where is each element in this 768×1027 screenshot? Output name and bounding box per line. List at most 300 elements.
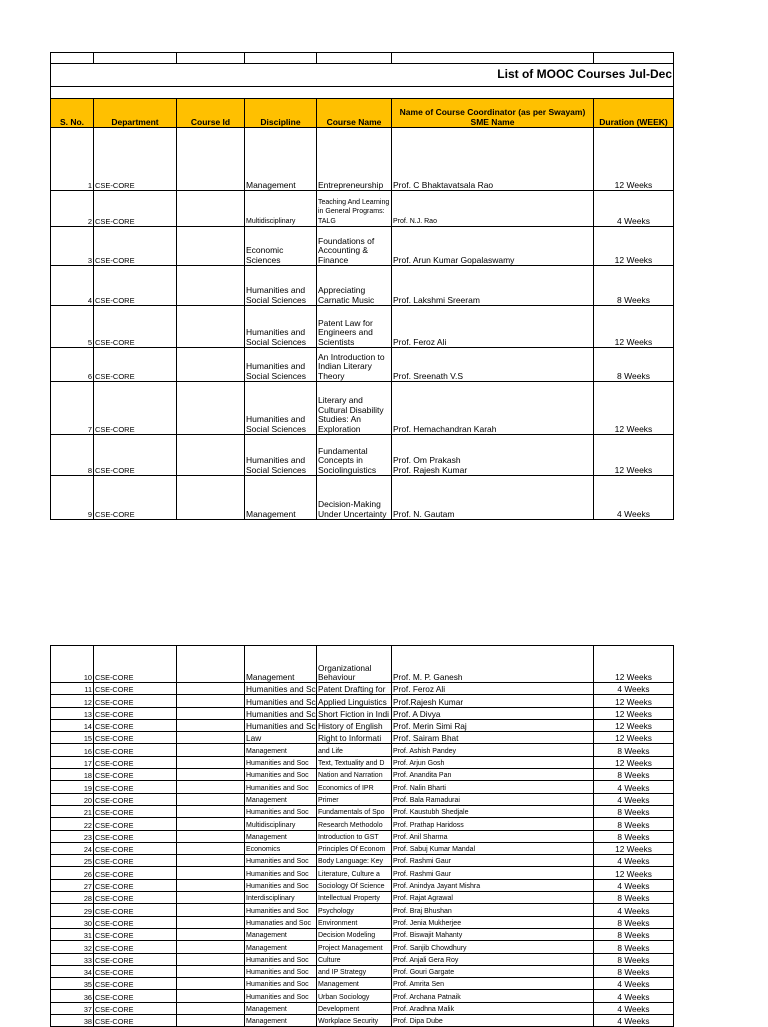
row-coordinator: Prof. Sairam Bhat — [392, 732, 594, 744]
table-row — [51, 965, 674, 977]
row-department: CSE-CORE — [94, 128, 177, 191]
row-course-name: Foundations of Accounting & Finance — [317, 227, 392, 266]
header-row — [51, 99, 674, 128]
row-discipline: Humanities and Soc — [245, 965, 317, 977]
row-discipline: Humanities and Soc — [245, 867, 317, 879]
header-sno: S. No. — [51, 99, 94, 128]
table-row — [51, 744, 674, 756]
row-duration: 8 Weeks — [594, 744, 674, 756]
row-department: CSE-CORE — [94, 941, 177, 953]
table-row — [51, 646, 674, 683]
row-discipline: Management — [245, 830, 317, 842]
row-coordinator: Prof. Lakshmi Sreeram — [392, 266, 594, 306]
row-discipline: Humanities and Social Sciences — [245, 348, 317, 382]
row-course-name: Introduction to GST — [317, 830, 392, 842]
row-sno: 33 — [51, 953, 94, 965]
row-coordinator: Prof. Rajat Agrawal — [392, 892, 594, 904]
row-department: CSE-CORE — [94, 793, 177, 805]
row-department: CSE-CORE — [94, 928, 177, 940]
row-duration: 12 Weeks — [594, 756, 674, 768]
row-sno: 9 — [51, 476, 94, 520]
row-duration: 8 Weeks — [594, 769, 674, 781]
row-duration: 12 Weeks — [594, 695, 674, 707]
row-coordinator: Prof. Jenia Mukherjee — [392, 916, 594, 928]
row-discipline: Humanities and Soc — [245, 978, 317, 990]
row-coordinator: Prof. Rashmi Gaur — [392, 855, 594, 867]
row-course-name: Intellectual Property — [317, 892, 392, 904]
row-discipline: Management — [245, 941, 317, 953]
row-discipline: Humanities and Social Sciences — [245, 306, 317, 348]
header-course-name: Course Name — [317, 99, 392, 128]
row-course-id — [177, 805, 245, 817]
row-course-name: Environment — [317, 916, 392, 928]
row-department: CSE-CORE — [94, 646, 177, 683]
row-duration: 4 Weeks — [594, 978, 674, 990]
row-course-id — [177, 990, 245, 1002]
row-discipline: Economic Sciences — [245, 227, 317, 266]
row-coordinator: Prof. Hemachandran Karah — [392, 382, 594, 435]
row-course-name: Project Management — [317, 941, 392, 953]
row-coordinator: Prof. Bala Ramadurai — [392, 793, 594, 805]
row-department: CSE-CORE — [94, 769, 177, 781]
row-sno: 11 — [51, 683, 94, 695]
row-duration: 12 Weeks — [594, 128, 674, 191]
row-course-id — [177, 266, 245, 306]
row-duration: 12 Weeks — [594, 707, 674, 719]
row-course-id — [177, 756, 245, 768]
row-sno: 36 — [51, 990, 94, 1002]
row-discipline: Humanities and Soc — [245, 879, 317, 891]
row-course-name: History of English — [317, 719, 392, 731]
row-coordinator: Prof. N. Gautam — [392, 476, 594, 520]
row-course-name: Urban Sociology — [317, 990, 392, 1002]
row-course-name: Decision Modeling — [317, 928, 392, 940]
row-department: CSE-CORE — [94, 744, 177, 756]
mooc-table-bottom — [50, 645, 674, 1027]
row-duration: 4 Weeks — [594, 1015, 674, 1027]
row-sno: 35 — [51, 978, 94, 990]
row-duration: 12 Weeks — [594, 719, 674, 731]
row-sno: 27 — [51, 879, 94, 891]
row-discipline: Management — [245, 128, 317, 191]
row-discipline: Multidisciplinary — [245, 818, 317, 830]
row-discipline: Humanities and Soc — [245, 805, 317, 817]
table-row — [51, 769, 674, 781]
row-coordinator: Prof. M. P. Ganesh — [392, 646, 594, 683]
row-department: CSE-CORE — [94, 855, 177, 867]
row-coordinator: Prof. Rashmi Gaur — [392, 867, 594, 879]
row-course-id — [177, 683, 245, 695]
table-row — [51, 879, 674, 891]
table-row — [51, 1002, 674, 1014]
row-department: CSE-CORE — [94, 842, 177, 854]
row-course-id — [177, 744, 245, 756]
row-sno: 19 — [51, 781, 94, 793]
row-duration: 8 Weeks — [594, 348, 674, 382]
row-course-name: Primer — [317, 793, 392, 805]
row-course-id — [177, 695, 245, 707]
table-row — [51, 953, 674, 965]
row-duration: 8 Weeks — [594, 892, 674, 904]
row-discipline: Interdisciplinary — [245, 892, 317, 904]
row-course-name: Fundamental Concepts in Sociolinguistics — [317, 435, 392, 476]
row-course-id — [177, 916, 245, 928]
row-course-name: Sociology Of Science — [317, 879, 392, 891]
row-course-id — [177, 855, 245, 867]
row-department: CSE-CORE — [94, 707, 177, 719]
row-sno: 8 — [51, 435, 94, 476]
row-course-name: Workplace Security — [317, 1015, 392, 1027]
row-course-name: Principles Of Econom — [317, 842, 392, 854]
row-department: CSE-CORE — [94, 306, 177, 348]
row-course-id — [177, 965, 245, 977]
row-sno: 31 — [51, 928, 94, 940]
row-coordinator: Prof. Braj Bhushan — [392, 904, 594, 916]
row-sno: 20 — [51, 793, 94, 805]
row-coordinator: Prof. Anandita Pan — [392, 769, 594, 781]
row-course-id — [177, 191, 245, 227]
row-course-id — [177, 719, 245, 731]
row-coordinator: Prof. Anindya Jayant Mishra — [392, 879, 594, 891]
table-row — [51, 348, 674, 382]
row-course-name: Organizational Behaviour — [317, 646, 392, 683]
table-row — [51, 990, 674, 1002]
table-row — [51, 683, 674, 695]
row-duration: 4 Weeks — [594, 793, 674, 805]
row-discipline: Humanities and Social Sciences — [245, 435, 317, 476]
row-duration: 8 Weeks — [594, 818, 674, 830]
row-coordinator: Prof. Biswajit Mahanty — [392, 928, 594, 940]
row-duration: 4 Weeks — [594, 781, 674, 793]
row-sno: 4 — [51, 266, 94, 306]
row-sno: 24 — [51, 842, 94, 854]
row-discipline: Management — [245, 646, 317, 683]
table-row — [51, 382, 674, 435]
table-row — [51, 805, 674, 817]
table-row — [51, 191, 674, 227]
row-duration: 12 Weeks — [594, 842, 674, 854]
row-course-id — [177, 646, 245, 683]
table-row — [51, 842, 674, 854]
row-coordinator: Prof. A Divya — [392, 707, 594, 719]
row-discipline: Multidisciplinary — [245, 191, 317, 227]
row-course-name: Body Language: Key — [317, 855, 392, 867]
row-duration: 8 Weeks — [594, 941, 674, 953]
row-coordinator: Prof. Arun Kumar Gopalaswamy — [392, 227, 594, 266]
row-sno: 6 — [51, 348, 94, 382]
row-course-name: Text, Textuality and D — [317, 756, 392, 768]
row-department: CSE-CORE — [94, 695, 177, 707]
row-duration: 12 Weeks — [594, 306, 674, 348]
row-sno: 14 — [51, 719, 94, 731]
row-duration: 8 Weeks — [594, 965, 674, 977]
row-department: CSE-CORE — [94, 953, 177, 965]
row-discipline: Law — [245, 732, 317, 744]
table-row — [51, 756, 674, 768]
row-discipline: Humanities and Sc — [246, 684, 316, 695]
row-sno: 30 — [51, 916, 94, 928]
row-department: CSE-CORE — [94, 1002, 177, 1014]
row-sno: 28 — [51, 892, 94, 904]
row-department: CSE-CORE — [94, 781, 177, 793]
row-course-id — [177, 793, 245, 805]
row-coordinator: Prof. Feroz Ali — [392, 306, 594, 348]
row-duration: 12 Weeks — [594, 382, 674, 435]
header-discipline: Discipline — [245, 99, 317, 128]
row-course-name: Entrepreneurship — [317, 128, 392, 191]
row-course-name: Decision-Making Under Uncertainty — [317, 476, 392, 520]
row-duration: 12 Weeks — [594, 227, 674, 266]
row-coordinator: Prof. Merin Simi Raj — [392, 719, 594, 731]
row-sno: 34 — [51, 965, 94, 977]
row-course-name: Patent Drafting for — [317, 683, 392, 695]
row-sno: 1 — [51, 128, 94, 191]
row-department: CSE-CORE — [94, 227, 177, 266]
row-course-id — [177, 978, 245, 990]
row-duration: 4 Weeks — [594, 476, 674, 520]
row-duration: 12 Weeks — [594, 435, 674, 476]
row-course-id — [177, 830, 245, 842]
row-department: CSE-CORE — [94, 867, 177, 879]
row-course-name: Fundamentals of Spo — [317, 805, 392, 817]
row-course-id — [177, 382, 245, 435]
row-duration: 12 Weeks — [594, 867, 674, 879]
row-duration: 8 Weeks — [594, 953, 674, 965]
row-course-id — [177, 476, 245, 520]
row-duration: 4 Weeks — [594, 990, 674, 1002]
row-course-id — [177, 1002, 245, 1014]
row-coordinator: Prof. Kaustubh Shedjale — [392, 805, 594, 817]
row-discipline: Humanities and Soc — [245, 756, 317, 768]
row-coordinator: Prof. Archana Patnaik — [392, 990, 594, 1002]
table-row — [51, 781, 674, 793]
top-rows — [51, 128, 674, 520]
row-discipline: Management — [245, 744, 317, 756]
row-coordinator: Prof. Anjali Gera Roy — [392, 953, 594, 965]
row-coordinator: Prof. Dipa Dube — [392, 1015, 594, 1027]
row-department: CSE-CORE — [94, 719, 177, 731]
bottom-rows — [51, 683, 674, 1027]
table-row — [51, 978, 674, 990]
row-course-name: and IP Strategy — [317, 965, 392, 977]
row-coordinator: Prof. Sanjib Chowdhury — [392, 941, 594, 953]
table-row — [51, 928, 674, 940]
row-department: CSE-CORE — [94, 732, 177, 744]
row-department: CSE-CORE — [94, 904, 177, 916]
row-course-name: Development — [317, 1002, 392, 1014]
row-coordinator: Prof. Arjun Gosh — [392, 756, 594, 768]
row-coordinator: Prof. Prathap Haridoss — [392, 818, 594, 830]
row-coordinator: Prof. C Bhaktavatsala Rao — [392, 128, 594, 191]
row-duration: 4 Weeks — [594, 855, 674, 867]
table-row — [51, 904, 674, 916]
table-row — [51, 707, 674, 719]
row-sno: 32 — [51, 941, 94, 953]
row-department: CSE-CORE — [94, 191, 177, 227]
row-course-id — [177, 348, 245, 382]
row-department: CSE-CORE — [94, 916, 177, 928]
row-sno: 25 — [51, 855, 94, 867]
row-department: CSE-CORE — [94, 683, 177, 695]
table-row — [51, 916, 674, 928]
row-department: CSE-CORE — [94, 892, 177, 904]
table-row — [51, 818, 674, 830]
row-sno: 21 — [51, 805, 94, 817]
row-sno: 13 — [51, 707, 94, 719]
row-department: CSE-CORE — [94, 348, 177, 382]
row-course-name: Appreciating Carnatic Music — [317, 266, 392, 306]
row-discipline: Humanities and Sc — [246, 708, 316, 719]
row-course-name: Right to Informati — [317, 732, 392, 744]
row-sno: 3 — [51, 227, 94, 266]
row-course-name: An Introduction to Indian Literary Theory — [317, 348, 392, 382]
row-coordinator: Prof. Ashish Pandey — [392, 744, 594, 756]
row-discipline: Management — [245, 1015, 317, 1027]
row-sno: 10 — [51, 646, 94, 683]
row-duration: 8 Weeks — [594, 266, 674, 306]
row-course-id — [177, 928, 245, 940]
row-coordinator: Prof. Nalin Bharti — [392, 781, 594, 793]
row-course-id — [177, 842, 245, 854]
row-sno: 23 — [51, 830, 94, 842]
table-row — [51, 695, 674, 707]
row-discipline: Humanaties and Soc — [245, 916, 317, 928]
row-duration: 4 Weeks — [594, 683, 674, 695]
row-coordinator: Prof. Sabuj Kumar Mandal — [392, 842, 594, 854]
table-row — [51, 476, 674, 520]
row-sno: 16 — [51, 744, 94, 756]
row-department: CSE-CORE — [94, 879, 177, 891]
row-discipline: Humanities and Social Sciences — [245, 266, 317, 306]
row-course-name: Management — [317, 978, 392, 990]
row-sno: 38 — [51, 1015, 94, 1027]
table-row — [51, 732, 674, 744]
table-row — [51, 227, 674, 266]
row-department: CSE-CORE — [94, 990, 177, 1002]
row-discipline: Humanities and Soc — [245, 855, 317, 867]
row-sno: 7 — [51, 382, 94, 435]
row-course-id — [177, 904, 245, 916]
row-discipline: Humanities and Soc — [245, 953, 317, 965]
table-row — [51, 793, 674, 805]
mooc-table-top — [50, 52, 674, 520]
row-department: CSE-CORE — [94, 382, 177, 435]
row-course-name: Psychology — [317, 904, 392, 916]
row-discipline: Humanities and Soc — [245, 990, 317, 1002]
row-duration: 12 Weeks — [594, 732, 674, 744]
table-row — [51, 435, 674, 476]
row-course-id — [177, 1015, 245, 1027]
row-discipline: Management — [245, 928, 317, 940]
row-course-id — [177, 781, 245, 793]
row-course-id — [177, 953, 245, 965]
row-sno: 29 — [51, 904, 94, 916]
row-discipline: Humanities and Sc — [246, 721, 316, 732]
row-sno: 5 — [51, 306, 94, 348]
row-coordinator: Prof. Sreenath V.S — [392, 348, 594, 382]
row-department: CSE-CORE — [94, 830, 177, 842]
row-discipline: Humanities and Soc — [245, 769, 317, 781]
row-course-id — [177, 707, 245, 719]
row-duration: 4 Weeks — [594, 879, 674, 891]
row-course-name: Research Methodolo — [317, 818, 392, 830]
row-course-name: Nation and Narration — [317, 769, 392, 781]
row-discipline: Humanities and Soc — [245, 904, 317, 916]
row-department: CSE-CORE — [94, 965, 177, 977]
row-coordinator: Prof. Amrita Sen — [392, 978, 594, 990]
row-department: CSE-CORE — [94, 818, 177, 830]
page-title: List of MOOC Courses Jul-Dec — [51, 64, 674, 87]
row-department: CSE-CORE — [94, 476, 177, 520]
row-duration: 4 Weeks — [594, 1002, 674, 1014]
header-duration: Duration (WEEK) — [594, 99, 674, 128]
row-course-name: Culture — [317, 953, 392, 965]
row-course-id — [177, 435, 245, 476]
header-course-id: Course Id — [177, 99, 245, 128]
table-row — [51, 855, 674, 867]
row-course-id — [177, 941, 245, 953]
row-sno: 18 — [51, 769, 94, 781]
table-row — [51, 266, 674, 306]
row-duration: 8 Weeks — [594, 916, 674, 928]
row-sno: 15 — [51, 732, 94, 744]
table-row — [51, 1015, 674, 1027]
row-course-id — [177, 732, 245, 744]
row-department: CSE-CORE — [94, 1015, 177, 1027]
row-discipline: Humanities and Soc — [245, 781, 317, 793]
row-course-id — [177, 892, 245, 904]
row-discipline: Humanities and Social Sciences — [245, 382, 317, 435]
table-row — [51, 306, 674, 348]
row-department: CSE-CORE — [94, 756, 177, 768]
row-sno: 22 — [51, 818, 94, 830]
table-row — [51, 941, 674, 953]
header-department: Department — [94, 99, 177, 128]
row-course-id — [177, 769, 245, 781]
row-department: CSE-CORE — [94, 978, 177, 990]
row-course-name: Applied Linguistics — [317, 695, 392, 707]
row-duration: 8 Weeks — [594, 805, 674, 817]
row-duration: 4 Weeks — [594, 191, 674, 227]
row-course-name: Literary and Cultural Disability Studies: An Exploration — [317, 382, 392, 435]
row-duration: 8 Weeks — [594, 830, 674, 842]
row-course-name: Teaching And Learning in General Programs: TALG — [317, 191, 392, 227]
table-row — [51, 830, 674, 842]
header-coordinator: Name of Course Coordinator (as per Swayam) SME Name — [392, 99, 594, 128]
row-course-name: and Life — [317, 744, 392, 756]
row-duration: 12 Weeks — [594, 646, 674, 683]
row-department: CSE-CORE — [94, 266, 177, 306]
table-row — [51, 867, 674, 879]
table-row — [51, 128, 674, 191]
row-discipline: Management — [245, 1002, 317, 1014]
row-sno: 17 — [51, 756, 94, 768]
table-row — [51, 719, 674, 731]
row-coordinator: Prof. Gouri Gargate — [392, 965, 594, 977]
row-discipline: Humanities and Sc — [246, 696, 316, 707]
row-course-name: Economics of IPR — [317, 781, 392, 793]
row-course-name: Short Fiction in Indi — [317, 707, 392, 719]
row-course-id — [177, 128, 245, 191]
row-coordinator: Prof. Feroz Ali — [392, 683, 594, 695]
row-coordinator: Prof.Rajesh Kumar — [392, 695, 594, 707]
row-course-name: Literature, Culture a — [317, 867, 392, 879]
row-discipline: Management — [245, 793, 317, 805]
row-sno: 37 — [51, 1002, 94, 1014]
row-coordinator: Prof. Om Prakash Prof. Rajesh Kumar — [392, 435, 594, 476]
row-department: CSE-CORE — [94, 435, 177, 476]
table-row — [51, 892, 674, 904]
